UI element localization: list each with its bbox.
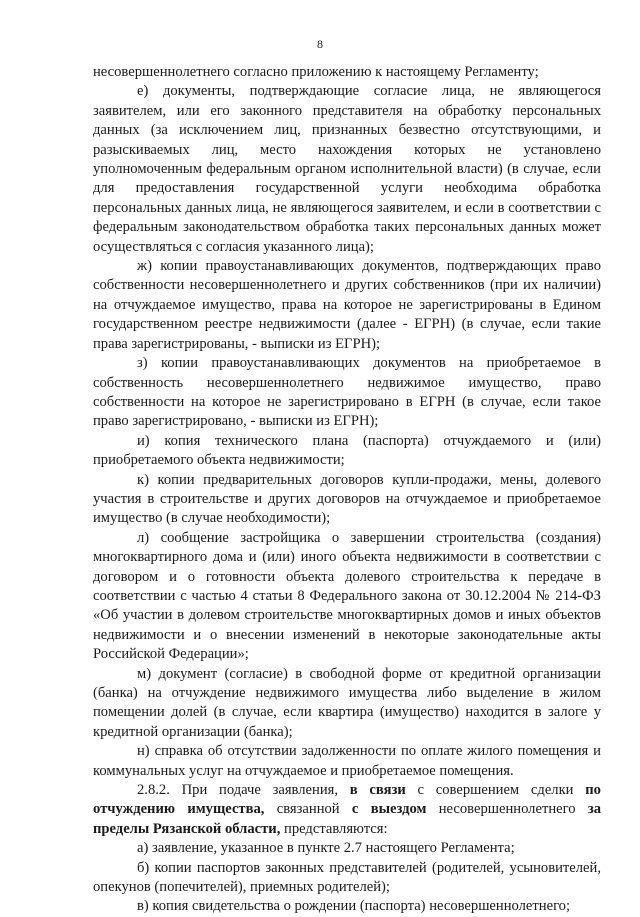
- paragraph-p1: [93, 82, 601, 257]
- page-number: 8: [317, 37, 323, 51]
- document-body: [93, 63, 601, 917]
- paragraph-p2: [93, 257, 601, 354]
- text-run: ж) копии правоустанавливающих документов, подтверждающих право собственности несовершеннолетнего и других собственников (при их наличии) на отчуждаемое имущество, права на которое не зарегистрированы в Едином государственном реестре недвижимости (далее - ЕГРН) (в случае, если такие права зарегистрированы, - выписки из ЕГРН);: [93, 258, 601, 352]
- paragraph-p9: [93, 781, 601, 839]
- bold-text: с выездом: [351, 801, 427, 818]
- text-run: 2.8.2. При подаче заявления,: [137, 782, 350, 799]
- paragraph-p3: [93, 354, 601, 432]
- text-run: н) справка об отсутствии задолженности по оплате жилого помещения и коммунальных услуг на отчуждаемое и приобретаемое помещения.: [93, 743, 601, 779]
- text-run: с совершением сделки: [405, 782, 586, 799]
- paragraph-p6: [93, 529, 601, 665]
- text-run: а) заявление, указанное в пункте 2.7 настоящего Регламента;: [137, 840, 515, 857]
- bold-text: за пределы Рязанской области,: [93, 801, 602, 837]
- text-run: связанной: [264, 801, 352, 818]
- text-run: несовершеннолетнего согласно приложению к настоящему Регламенту;: [93, 64, 539, 80]
- paragraph-p4: [93, 432, 601, 471]
- paragraph-p7: [93, 665, 601, 743]
- paragraph-p11: [93, 859, 601, 898]
- text-run: в) копия свидетельства о рождении (паспорта) несовершеннолетнего;: [137, 898, 571, 915]
- text-run: м) документ (согласие) в свободной форме от кредитной организации (банка) на отчуждение недвижимого имущества либо выделение в жилом помещении долей (в случае, если квартира (имущество) находится в залоге у кредитной организации (банка);: [93, 665, 601, 740]
- text-run: е) документы, подтверждающие согласие лица, не являющегося заявителем, или его законного представителя на обработку персональных данных (за исключением лиц, признанных безвестно отсутствующими, и разыскиваемых лиц, место нахождения которых не установлено уполномоченным федеральным органом исполнительной власти) (в случае, если для предоставления государственной услуги необходима обработка персональных данных лица, не являющегося заявителем, и если в соответствии с федеральным законодательством обработка таких персональных данных может осуществляться с согласия указанного лица);: [93, 83, 601, 255]
- text-run: л) сообщение застройщика о завершении строительства (создания) многоквартирного дома и (или) иного объекта недвижимости в соответствии с договором и о готовности объекта долевого строительства к передаче в соответствии с частью 4 статьи 8 Федерального закона от 30.12.2004 № 214-ФЗ «Об участии в долевом строительстве многоквартирных домов и иных объектов недвижимости и о внесении изменений в некоторые законодательные акты Российской Федерации»;: [93, 529, 601, 663]
- text-run: представляются:: [280, 820, 388, 837]
- text-run: несовершеннолетнего: [426, 801, 588, 818]
- paragraph-p5: [93, 471, 601, 529]
- text-run: б) копии паспортов законных представителей (родителей, усыновителей, опекунов (попечителей), приемных родителей);: [93, 859, 601, 896]
- paragraph-p12: [93, 897, 601, 916]
- paragraph-p10: [93, 839, 601, 858]
- text-run: и) копия технического плана (паспорта) отчуждаемого и (или) приобретаемого объекта недвижимости;: [93, 432, 601, 469]
- paragraph-p8: [93, 742, 601, 781]
- text-run: к) копии предварительных договоров купли-продажи, мены, долевого участия в строительстве и других договоров на отчуждаемое и приобретаемое имущество (в случае необходимости);: [93, 471, 601, 527]
- paragraph-p0: [93, 63, 601, 82]
- bold-text: в связи: [349, 782, 406, 799]
- text-run: з) копии правоустанавливающих документов на приобретаемое в собственность несовершеннолетнего недвижимое имущество, право собственности на которое не зарегистрировано в ЕГРН (в случае, если такое право зарегистрировано, - выписки из ЕГРН);: [93, 355, 601, 430]
- bold-text: по отчуждению имущества,: [93, 782, 601, 818]
